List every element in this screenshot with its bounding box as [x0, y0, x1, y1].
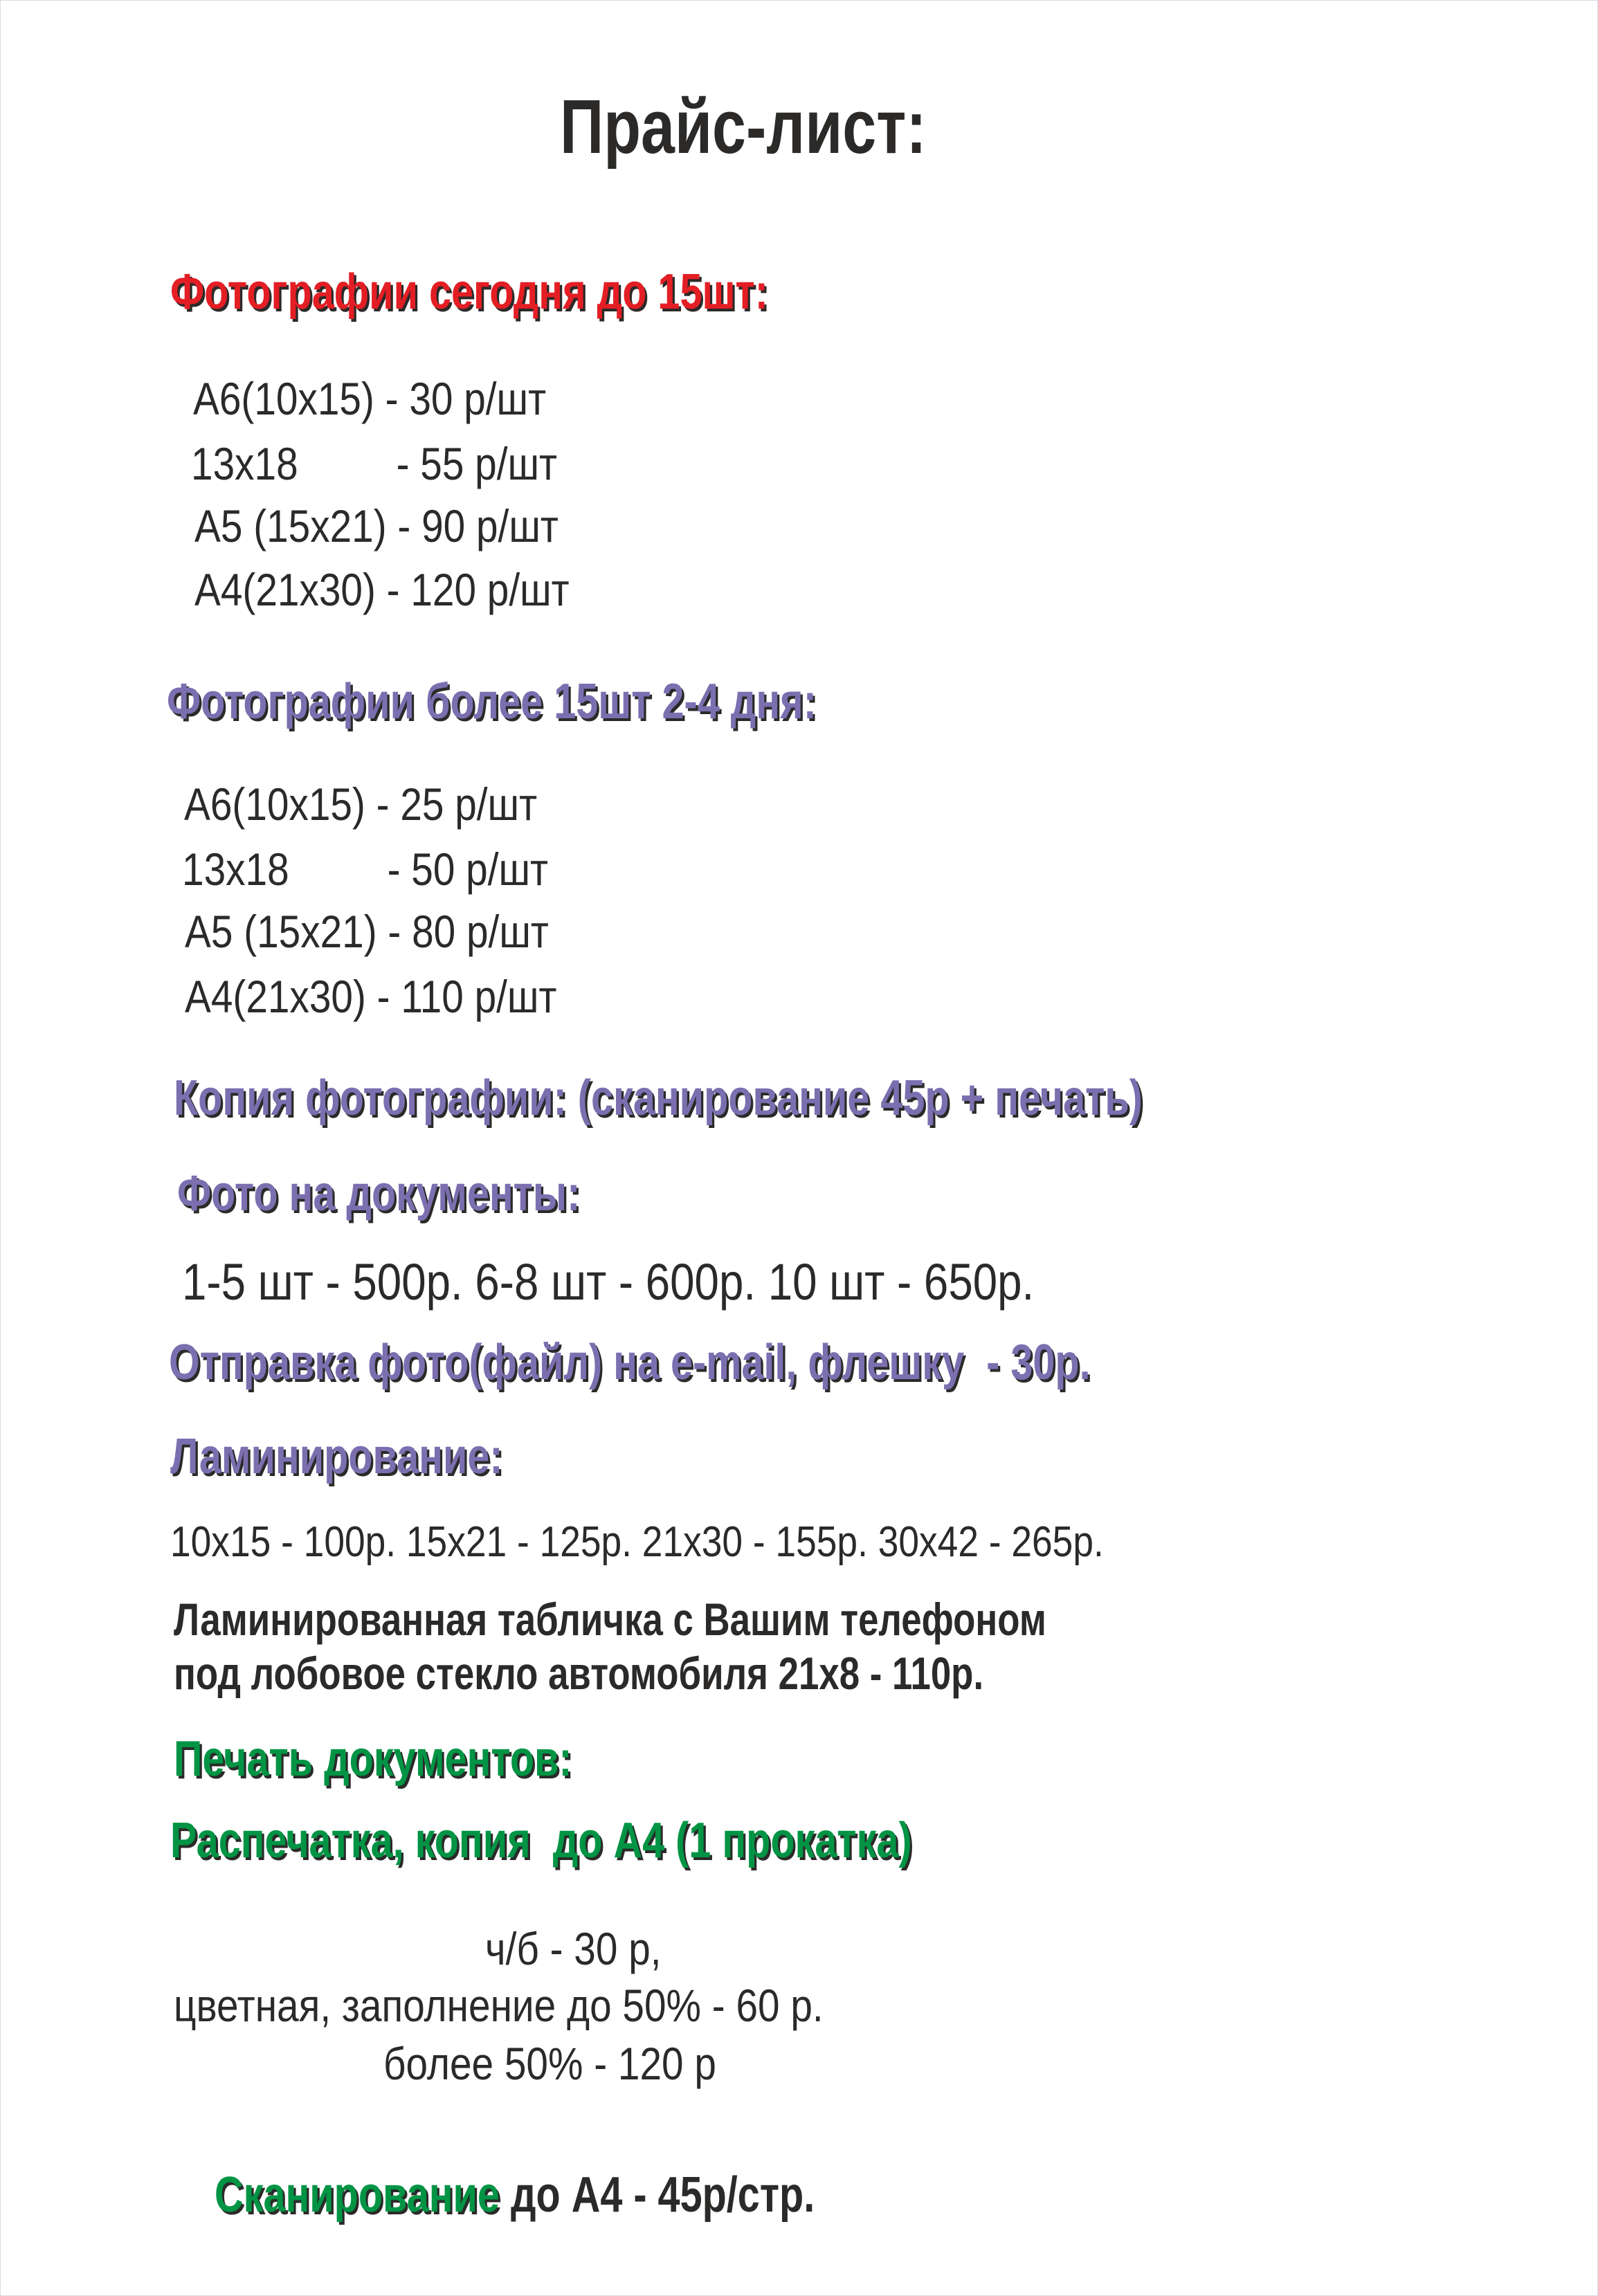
scanning-label: Сканирование	[215, 2167, 500, 2223]
section-heading-doc-photos: Фото на документы:	[177, 1166, 581, 1221]
laminated-plate-line-2: под лобовое стекло автомобиля 21х8 - 110р.	[174, 1648, 984, 1699]
section-heading-send-file: Отправка фото(файл) на e-mail, флешку - 30р.	[169, 1335, 1091, 1390]
price-row: А5 (15х21) - 90 р/шт	[194, 500, 559, 552]
printing-subheading: Распечатка, копия до А4 (1 прокатка)	[170, 1813, 912, 1868]
laminated-plate-line-1: Ламинированная табличка с Вашим телефоном	[174, 1594, 1046, 1645]
print-bw-price: ч/б - 30 р,	[485, 1923, 662, 1974]
lamination-prices: 10х15 - 100р. 15х21 - 125р. 21х30 - 155р. 30х42 - 265р.	[170, 1518, 1104, 1566]
price-row: 13х18 - 50 р/шт	[182, 844, 549, 895]
section-heading-lamination: Ламинирование:	[170, 1429, 503, 1484]
scanning-price: до А4 - 45р/стр.	[499, 2167, 815, 2223]
section-heading-printing: Печать документов:	[174, 1731, 572, 1787]
price-row: А4(21х30) - 120 р/шт	[194, 564, 570, 615]
section-heading-photo-copy: Копия фотографии: (сканирование 45р + печать)	[174, 1070, 1143, 1126]
print-color-low-price: цветная, заполнение до 50% - 60 р.	[174, 1980, 824, 2031]
page-title: Прайс-лист:	[560, 84, 927, 170]
section-heading-photos-bulk: Фотографии более 15шт 2-4 дня:	[167, 674, 817, 729]
price-row: 13х18 - 55 р/шт	[191, 438, 558, 489]
doc-photos-prices: 1-5 шт - 500р. 6-8 шт - 600р. 10 шт - 650р.	[182, 1253, 1035, 1311]
print-color-high-price: более 50% - 120 р	[383, 2038, 716, 2089]
price-row: А6(10х15) - 30 р/шт	[193, 373, 547, 424]
section-heading-photos-today: Фотографии сегодня до 15шт:	[170, 264, 768, 320]
price-row: А6(10х15) - 25 р/шт	[184, 778, 538, 830]
price-row: А5 (15х21) - 80 р/шт	[185, 906, 549, 957]
price-row: А4(21х30) - 110 р/шт	[185, 971, 557, 1022]
scanning-line	[170, 2120, 815, 2270]
